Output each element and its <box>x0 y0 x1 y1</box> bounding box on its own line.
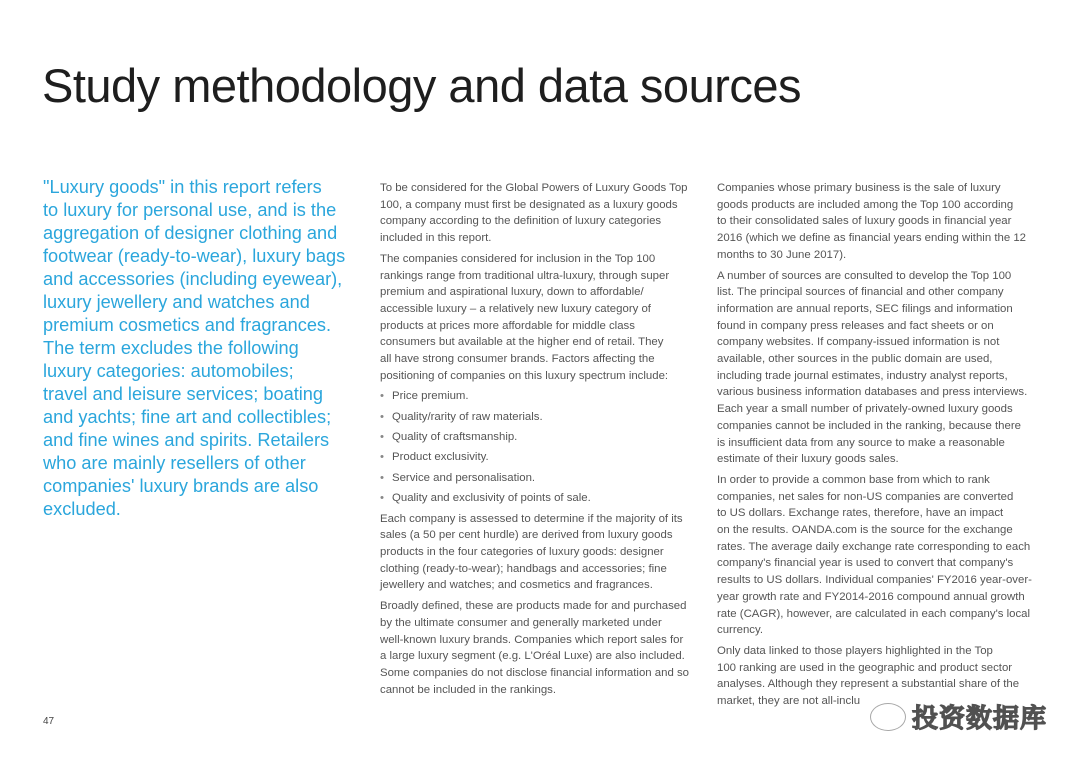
text-line: 100 ranking are used in the geographic and product sector <box>717 661 1013 674</box>
text-line: all have strong consumer brands. Factors affecting the <box>380 353 655 366</box>
body-column-2 <box>717 180 1047 714</box>
text-line: travel and leisure services; boating <box>43 384 324 404</box>
text-line: The companies considered for inclusion in the Top 100 <box>380 252 656 265</box>
text-line: In order to provide a common base from which to rank <box>717 473 990 486</box>
text-line: Some companies do not disclose financial information and so <box>380 666 689 679</box>
text-line: a large luxury segment (e.g. L'Oréal Luxe) are also included. <box>380 650 685 663</box>
text-line: year growth rate and FY2014-2016 compound annual growth <box>717 590 1025 603</box>
text-line: estimate of their luxury goods sales. <box>717 453 899 466</box>
text-line: well-known luxury brands. Companies which report sales for <box>380 633 684 646</box>
text-line: analyses. Although they represent a substantial share of the <box>717 678 1020 691</box>
bullet-icon: • <box>380 390 384 403</box>
intro-callout <box>43 176 363 521</box>
text-line: on the results. OANDA.com is the source for the exchange <box>717 524 1013 537</box>
text-line: "Luxury goods" in this report refers <box>43 177 322 197</box>
text-line: including trade journal estimates, industry analyst reports, <box>717 369 1008 382</box>
page-number: 47 <box>43 716 55 727</box>
text-line: clothing (ready-to-wear); handbags and accessories; fine <box>380 562 667 575</box>
text-line: rates. The average daily exchange rate corresponding to each <box>717 540 1031 553</box>
chat-bubble-icon <box>870 703 906 731</box>
paragraph <box>717 268 1047 468</box>
text-line: companies, net sales for non-US companies are converted <box>717 490 1014 503</box>
paragraph <box>380 598 710 698</box>
text-line: company websites. If company-issued information is not <box>717 336 1000 349</box>
text-line: months to 30 June 2017). <box>717 248 847 261</box>
text-line: and accessories (including eyewear), <box>43 269 343 289</box>
page-title: Study methodology and data sources <box>42 59 802 112</box>
bullet-icon: • <box>380 410 384 423</box>
text-line: companies cannot be included in the ranking, because there <box>717 419 1021 432</box>
text-line: Companies whose primary business is the sale of luxury <box>717 182 1001 194</box>
text-line: cannot be included in the rankings. <box>380 683 557 696</box>
text-line: Only data linked to those players highlighted in the Top <box>717 644 993 657</box>
text-line: positioning of companies on this luxury spectrum include: <box>380 369 669 382</box>
text-line: consumers but available at the higher end of retail. They <box>380 336 664 349</box>
bullet-item <box>380 490 710 507</box>
text-line: Each company is assessed to determine if the majority of its <box>380 512 683 525</box>
bullet-item <box>380 449 710 466</box>
watermark-text: 投资数据库 <box>912 704 1048 734</box>
text-line: company's financial year is used to convert that company's <box>717 557 1014 570</box>
paragraph <box>380 251 710 385</box>
bullet-text: Quality and exclusivity of points of sale. <box>392 491 591 504</box>
text-line: Each year a small number of privately-owned luxury goods <box>717 403 1013 416</box>
paragraph <box>717 472 1047 639</box>
paragraph <box>717 180 1047 264</box>
text-line: companies' luxury brands are also <box>43 476 319 496</box>
bullet-item <box>380 429 710 446</box>
text-line: results to US dollars. Individual companies' FY2016 year-over- <box>717 574 1032 587</box>
text-line: 2016 (which we define as financial years ending within the 12 <box>717 232 1027 245</box>
text-line: who are mainly resellers of other <box>43 453 306 473</box>
text-line: Broadly defined, these are products made for and purchased <box>380 600 687 613</box>
text-line: various business information databases and press interviews. <box>717 386 1028 399</box>
bullet-icon: • <box>380 491 384 504</box>
bullet-text: Quality of craftsmanship. <box>392 431 518 444</box>
bullet-list <box>380 388 710 506</box>
watermark <box>870 698 1047 735</box>
bullet-text: Quality/rarity of raw materials. <box>392 410 543 423</box>
text-line: premium and aspirational luxury, down to affordable/ <box>380 286 644 299</box>
text-line: to US dollars. Exchange rates, therefore, have an impact <box>717 507 1004 520</box>
text-line: The term excludes the following <box>43 338 299 358</box>
bullet-item <box>380 409 710 426</box>
text-line: luxury categories: automobiles; <box>43 361 294 381</box>
text-line: footwear (ready-to-wear), luxury bags <box>43 246 346 266</box>
bullet-icon: • <box>380 451 384 464</box>
text-line: rankings range from traditional ultra-luxury, through super <box>380 269 670 282</box>
text-line: products at prices more affordable for middle class <box>380 319 635 332</box>
text-line: and fine wines and spirits. Retailers <box>43 430 330 450</box>
text-line: list. The principal sources of financial and other company <box>717 286 1004 299</box>
bullet-text: Product exclusivity. <box>392 451 489 464</box>
text-line: goods products are included among the Top 100 according <box>717 198 1014 211</box>
text-line: A number of sources are consulted to develop the Top 100 <box>717 269 1012 282</box>
text-line: rate (CAGR), however, are calculated in each company's local <box>717 607 1031 620</box>
text-line: currency. <box>717 624 763 637</box>
bullet-text: Service and personalisation. <box>392 471 536 484</box>
text-line: excluded. <box>43 499 121 519</box>
text-line: products in the four categories of luxury goods: designer <box>380 546 664 559</box>
text-line: luxury jewellery and watches and <box>43 292 310 312</box>
text-line: 100, a company must first be designated as a luxury goods <box>380 198 678 211</box>
text-line: to their consolidated sales of luxury goods in financial year <box>717 215 1012 228</box>
text-line: information are annual reports, SEC filings and information <box>717 302 1013 315</box>
bullet-icon: • <box>380 431 384 444</box>
bullet-icon: • <box>380 471 384 484</box>
text-line: market, they are not all-inclu <box>717 695 861 708</box>
text-line: included in this report. <box>380 232 492 245</box>
text-line: is insufficient data from any source to make a reasonable <box>717 436 1005 449</box>
text-line: accessible luxury – a relatively new luxury category of <box>380 302 651 315</box>
text-line: and yachts; fine art and collectibles; <box>43 407 332 427</box>
text-line: premium cosmetics and fragrances. <box>43 315 332 335</box>
bullet-item <box>380 470 710 487</box>
text-line: to luxury for personal use, and is the <box>43 200 337 220</box>
paragraph <box>380 180 710 247</box>
text-line: company according to the definition of luxury categories <box>380 215 662 228</box>
text-line: aggregation of designer clothing and <box>43 223 338 243</box>
text-line: sales (a 50 per cent hurdle) are derived from luxury goods <box>380 529 673 542</box>
text-line: jewellery and watches; and cosmetics and fragrances. <box>380 579 653 592</box>
text-line: found in company press releases and fact sheets or on <box>717 319 994 332</box>
body-column-1 <box>380 180 710 702</box>
text-line: by the ultimate consumer and generally marketed under <box>380 616 662 629</box>
bullet-text: Price premium. <box>392 390 469 403</box>
text-line: To be considered for the Global Powers of Luxury Goods Top <box>380 182 688 194</box>
bullet-item <box>380 388 710 405</box>
text-line: available, other sources in the public domain are used, <box>717 353 993 366</box>
paragraph <box>380 511 710 595</box>
